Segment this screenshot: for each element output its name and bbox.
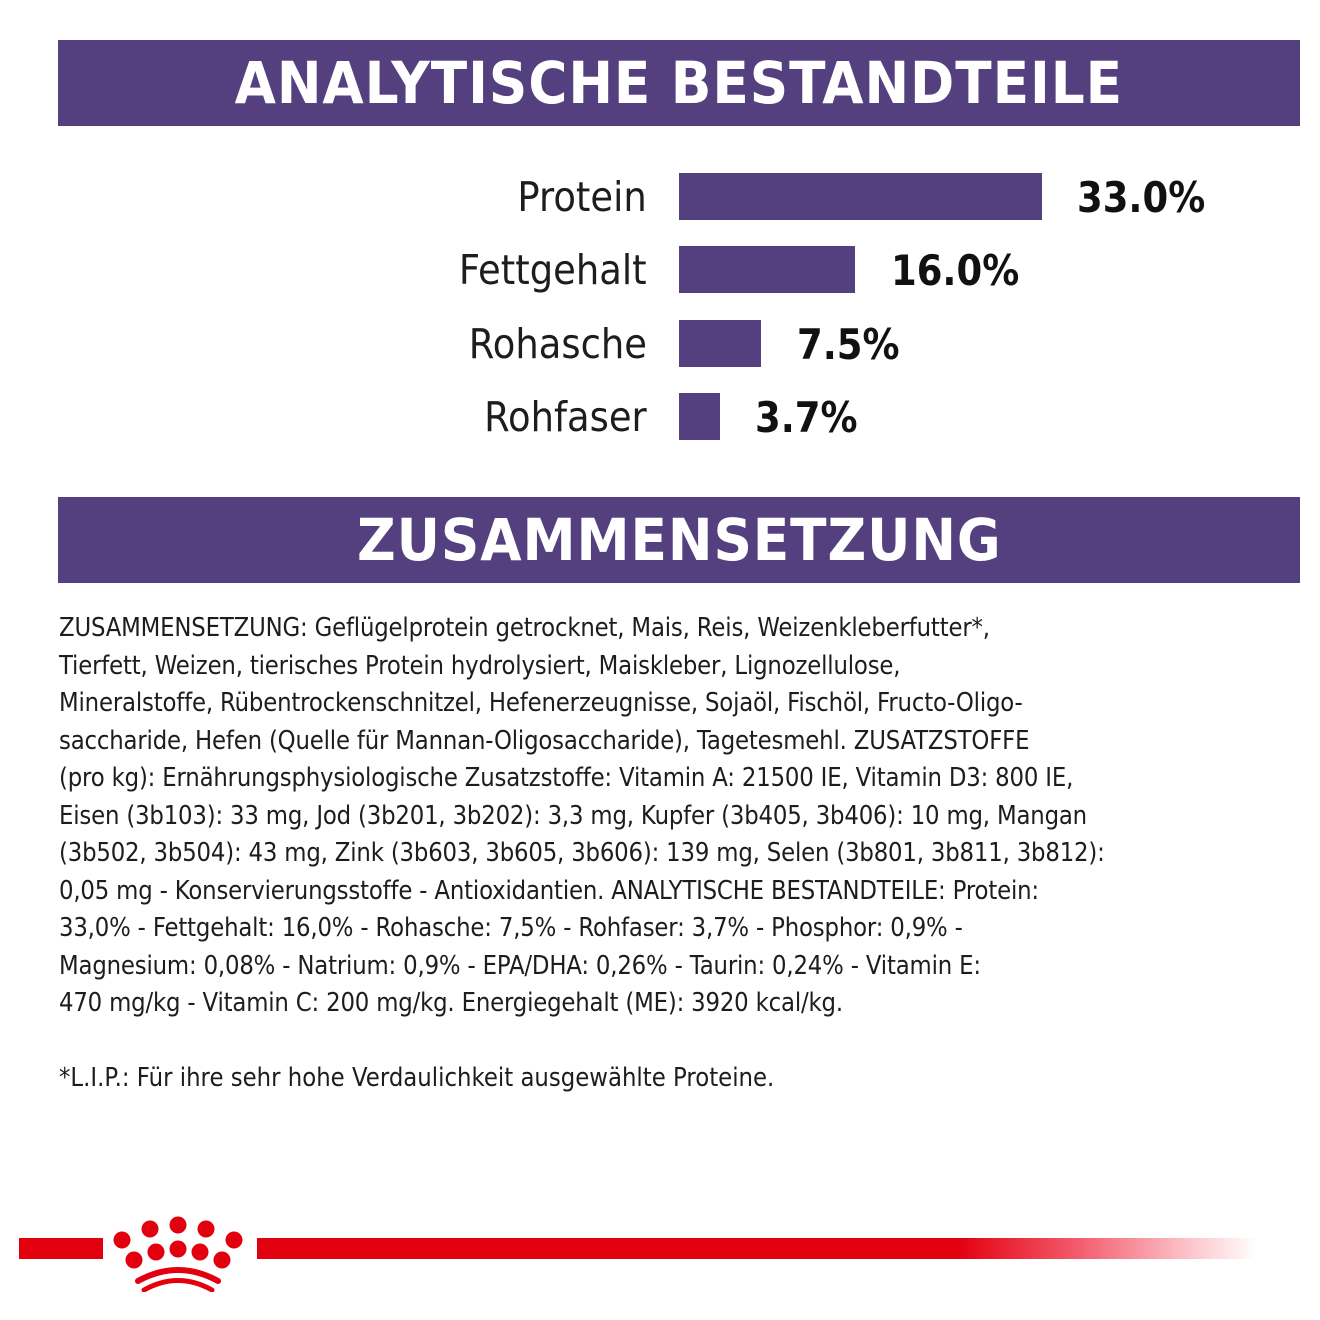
chart-value: 33.0%: [1077, 173, 1206, 222]
composition-line: Mineralstoffe, Rübentrockenschnitzel, Hefenerzeugnisse, Sojaöl, Fischöl, Fructo-Oligo-: [59, 688, 1023, 718]
chart-value: 3.7%: [755, 393, 858, 442]
chart-label: Protein: [517, 173, 647, 221]
composition-line: 0,05 mg - Konservierungsstoffe - Antioxidantien. ANALYTISCHE BESTANDTEILE: Protein:: [59, 875, 1039, 906]
composition-line: (pro kg): Ernährungsphysiologische Zusatzstoffe: Vitamin A: 21500 IE, Vitamin D3: 800 IE,: [59, 763, 1074, 793]
chart-bar: [679, 393, 720, 440]
composition-line: Magnesium: 0,08% - Natrium: 0,9% - EPA/DHA: 0,26% - Taurin: 0,24% - Vitamin E:: [59, 950, 981, 981]
footer-red-line-left: [19, 1238, 103, 1259]
chart-row-rohfaser: [0, 393, 1320, 441]
crown-logo-icon: [108, 1207, 248, 1292]
chart-bar: [679, 173, 1042, 220]
chart-bar: [679, 246, 855, 293]
chart-row-protein: [0, 173, 1320, 221]
composition-line: 33,0% - Fettgehalt: 16,0% - Rohasche: 7,5% - Rohfaser: 3,7% - Phosphor: 0,9% -: [59, 913, 963, 943]
chart-row-rohasche: [0, 320, 1320, 368]
chart-row-fettgehalt: [0, 246, 1320, 294]
analytical-constituents-title: ANALYTISCHE BESTANDTEILE: [234, 49, 1124, 117]
composition-text: [59, 610, 1309, 1023]
composition-banner: [58, 497, 1300, 583]
analytical-constituents-banner: [58, 40, 1300, 126]
chart-value: 7.5%: [797, 320, 900, 369]
chart-bar: [679, 320, 761, 367]
footnote: *L.I.P.: Für ihre sehr hohe Verdaulichkeit ausgewählte Proteine.: [59, 1063, 775, 1093]
composition-line: (3b502, 3b504): 43 mg, Zink (3b603, 3b605, 3b606): 139 mg, Selen (3b801, 3b811, 3b812):: [59, 838, 1105, 868]
chart-value: 16.0%: [891, 246, 1020, 295]
composition-title: ZUSAMMENSETZUNG: [356, 506, 1002, 574]
chart-label: Rohasche: [468, 320, 647, 368]
composition-line: saccharide, Hefen (Quelle für Mannan-Oligosaccharide), Tagetesmehl. ZUSATZSTOFFE: [59, 725, 1030, 756]
composition-line: Eisen (3b103): 33 mg, Jod (3b201, 3b202): 3,3 mg, Kupfer (3b405, 3b406): 10 mg, Mangan: [59, 800, 1087, 831]
chart-label: Fettgehalt: [459, 246, 647, 294]
chart-label: Rohfaser: [484, 393, 647, 441]
composition-line: Tierfett, Weizen, tierisches Protein hydrolysiert, Maiskleber, Lignozellulose,: [59, 650, 901, 681]
footer-red-line-right: [257, 1238, 1257, 1259]
composition-line: 470 mg/kg - Vitamin C: 200 mg/kg. Energiegehalt (ME): 3920 kcal/kg.: [59, 988, 843, 1018]
composition-line: ZUSAMMENSETZUNG: Geflügelprotein getrocknet, Mais, Reis, Weizenkleberfutter*,: [59, 613, 990, 643]
